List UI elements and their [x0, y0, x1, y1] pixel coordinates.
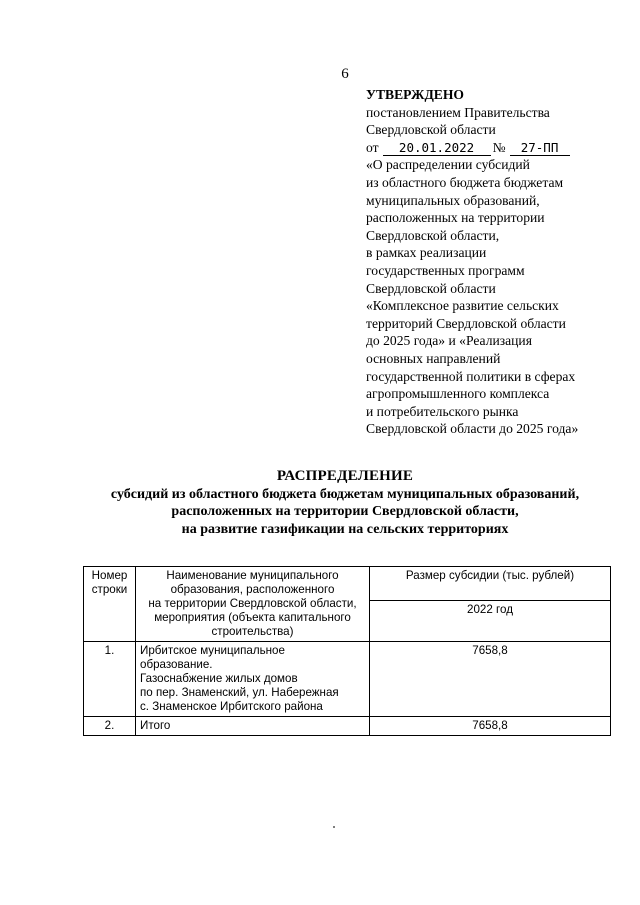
subsidy-table	[83, 566, 611, 736]
approval-line: территорий Свердловской области	[366, 315, 566, 331]
approval-line: государственной политики в сферах	[366, 368, 576, 384]
row-amount: 7658,8	[370, 642, 611, 717]
date-prefix: от	[366, 139, 379, 155]
approval-line: в рамках реализации	[366, 245, 487, 261]
header-year: 2022 год	[370, 601, 611, 642]
row-number: 1.	[84, 642, 136, 717]
row-name: Ирбитское муниципальное образование. Газоснабжение жилых домов по пер. Знаменский, ул. Набережная с. Знаменское Ирбитского района	[136, 642, 370, 717]
approval-block	[366, 86, 626, 438]
approval-line: до 2025 года» и «Реализация	[366, 333, 532, 349]
heading-line: на развитие газификации на сельских территориях	[181, 521, 509, 537]
table-row	[84, 717, 611, 736]
number-field: 27-ПП	[510, 141, 570, 156]
approval-title: УТВЕРЖДЕНО	[366, 87, 465, 102]
number-prefix: №	[492, 139, 506, 155]
page-number: 6	[341, 66, 349, 82]
approval-line: государственных программ	[366, 262, 525, 278]
heading-title: РАСПРЕДЕЛЕНИЕ	[276, 468, 414, 484]
approval-line: из областного бюджета бюджетам	[366, 174, 564, 190]
approval-line: агропромышленного комплекса	[366, 386, 550, 402]
header-number: Номер строки	[84, 567, 136, 642]
approval-line: Свердловской области	[366, 122, 496, 138]
heading-line: субсидий из областного бюджета бюджетам муниципальных образований,	[110, 486, 580, 502]
table-header-row	[84, 567, 611, 601]
approval-line: Свердловской области	[366, 280, 496, 296]
date-field: 20.01.2022	[383, 141, 491, 156]
header-name: Наименование муниципального образования, расположенного на территории Свердловской области, мероприятия (объекта капитального строительства)	[136, 567, 370, 642]
approval-date-line	[366, 139, 626, 157]
approval-line: расположенных на территории	[366, 210, 545, 226]
heading-line: расположенных на территории Свердловской области,	[171, 504, 519, 519]
approval-line: основных направлений	[366, 350, 501, 366]
approval-line: «О распределении субсидий	[366, 157, 530, 173]
approval-line: постановлением Правительства	[366, 104, 550, 120]
row-name: Итого	[136, 717, 370, 736]
approval-line: муниципальных образований,	[366, 192, 540, 208]
row-amount: 7658,8	[370, 717, 611, 736]
approval-line: «Комплексное развитие сельских	[366, 298, 559, 314]
approval-line: Свердловской области до 2025 года»	[366, 421, 579, 437]
table-row	[84, 642, 611, 717]
header-amount: Размер субсидии (тыс. рублей)	[370, 567, 611, 601]
document-heading	[0, 468, 640, 538]
approval-line: Свердловской области,	[366, 227, 500, 243]
scan-dot	[333, 826, 335, 828]
approval-line: и потребительского рынка	[366, 403, 519, 419]
row-number: 2.	[84, 717, 136, 736]
